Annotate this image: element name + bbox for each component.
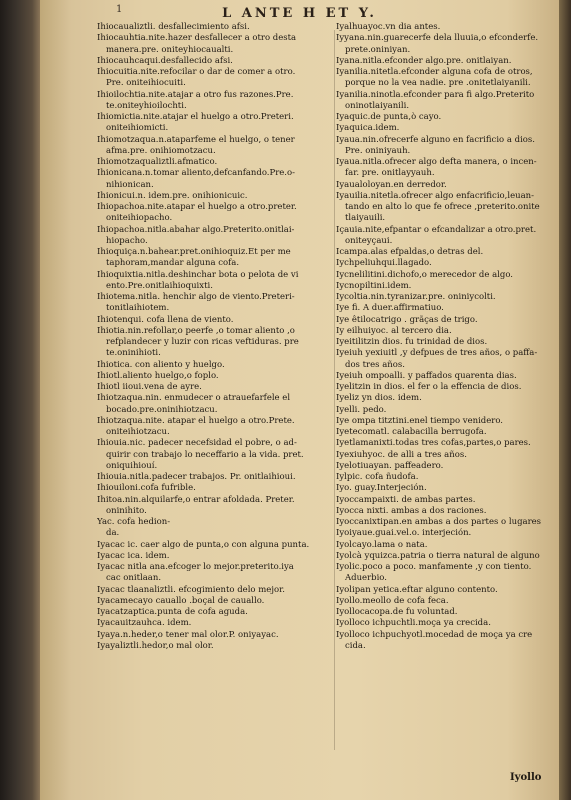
- dictionary-line: Ihiotzaqua.nite. atapar el huelgo a otro.Prete.: [97, 415, 295, 426]
- dictionary-line: Iyacac ic. caer algo de punta,o con alguna punta.: [97, 539, 310, 550]
- dictionary-line: Iychpeliuhqui.llagado.: [336, 258, 432, 269]
- dictionary-line: Ihionicana.n.tomar aliento,defcanfando.Pre.o-: [97, 168, 296, 179]
- dictionary-line: Ihiotzaqua.nin. enmudecer o atrauefarfele el: [97, 393, 291, 404]
- dictionary-line: Iye êtilocatrigo . grãças de trigo.: [336, 314, 478, 325]
- dictionary-line: Iyo. guay.Interjeción.: [336, 483, 427, 494]
- dictionary-line: Iyoiyaue.guai.vel.o. interjeción.: [336, 528, 472, 539]
- dictionary-line: Iyeliz yn dios. idem.: [336, 393, 422, 404]
- dictionary-line: Iyollo.meollo de cofa feca.: [336, 595, 449, 606]
- dictionary-line: cac onitlaan.: [106, 573, 162, 584]
- dictionary-line: da.: [106, 528, 120, 539]
- dictionary-line: Iyetecomatl. calabacilla berrugofa.: [336, 427, 487, 437]
- dictionary-line: porque no la vea nadie. pre .onitetlaiyanili.: [345, 78, 531, 89]
- dictionary-line: Ihiotl iioui.vena de ayre.: [97, 382, 202, 392]
- dictionary-line: Ihioquiça.n.bahear.pret.onihioquiz.Et per me: [97, 247, 291, 257]
- dictionary-line: tonitlaihiotem.: [106, 303, 170, 314]
- dictionary-line: Ihiopachoa.nite.atapar el huelgo a otro.preter.: [97, 202, 297, 212]
- dictionary-line: Iylpic. cofa ñudofa.: [336, 472, 419, 482]
- dictionary-line: Iyacac nitla ana.efcoger lo mejor.preterito.iya: [97, 562, 294, 572]
- dictionary-line: afma.pre. onihiomotzacu.: [106, 145, 216, 156]
- dictionary-line: Iyetlamanixti.todas tres cofas,partes,o pares.: [336, 438, 531, 449]
- dictionary-line: tlaiyauili.: [345, 213, 386, 224]
- dictionary-line: nihionican.: [106, 179, 154, 190]
- dictionary-line: Iyacatzaptica.punta de cofa aguda.: [97, 607, 248, 617]
- dictionary-line: Ihiotica. con aliento y huelgo.: [97, 359, 225, 370]
- dictionary-line: oninotlaiyanili.: [345, 100, 410, 111]
- dictionary-line: Iyanilia.nitetla.efconder alguna cofa de otros,: [336, 67, 533, 77]
- dictionary-line: Ihiouia.nic. padecer necefsidad el pobre, o ad-: [97, 438, 297, 449]
- dictionary-line: Iyacac tlaanaliztli. efcogimiento delo mejor.: [97, 584, 285, 595]
- dictionary-line: Ihiocaualiztli. desfallecimiento afsi.: [97, 22, 250, 32]
- dictionary-line: Iyeiuh ompoalli. y paffados quarenta dias.: [336, 370, 517, 381]
- dictionary-line: Ihiouiloni.cofa fufrible.: [97, 483, 196, 494]
- dictionary-line: Ihiouia.nitla.padecer trabajos. Pr. onitlaihioui.: [97, 472, 296, 482]
- right-column: [336, 22, 556, 652]
- dictionary-line: Iyelotiuayan. paffeadero.: [336, 460, 444, 471]
- dictionary-line: Ihiomotzaqualiztli.afmatico.: [97, 157, 218, 167]
- folio-number: 1: [116, 4, 123, 15]
- dictionary-line: Iye fi. A duer.affirmatiuo.: [336, 303, 444, 314]
- dictionary-line: Iyelli. pedo.: [336, 404, 387, 415]
- book-page: [40, 0, 559, 800]
- dictionary-line: Iyolcà yquizca.patria o tierra natural de alguno: [336, 550, 540, 561]
- dictionary-line: Iye ompa titztini.enel tiempo venidero.: [336, 415, 504, 426]
- dictionary-line: cida.: [345, 640, 366, 651]
- dictionary-line: Icampa.alas efpaldas,o detras del.: [336, 247, 484, 257]
- dictionary-line: Iyelitzin in dios. el fer o la effencia de dios.: [336, 382, 522, 392]
- dictionary-line: Pre. oniteihiocuiti.: [106, 78, 186, 89]
- dictionary-line: Iyalhuayoc.vn dia antes.: [336, 22, 441, 32]
- dictionary-line: Ihiotema.nitla. henchir algo de viento.Preteri-: [97, 292, 295, 302]
- dictionary-line: oniteihiopacho.: [106, 213, 173, 224]
- dictionary-line: bocado.pre.oninihiotzacu.: [106, 404, 218, 415]
- dictionary-line: Iyolloco ichpuchyotl.mocedad de moça ya cre: [336, 629, 533, 640]
- dictionary-line: hiopacho.: [106, 235, 148, 246]
- dictionary-line: Iycoltia.nin.tyranizar.pre. oniniycolti.: [336, 292, 496, 302]
- dictionary-line: manera.pre. oniteyhiocaualti.: [106, 44, 234, 55]
- left-column: [97, 22, 335, 652]
- dictionary-line: dos tres años.: [345, 359, 405, 370]
- dictionary-line: Aduerbio.: [345, 573, 387, 584]
- dictionary-line: Iyacauitzauhca. idem.: [97, 618, 192, 629]
- dictionary-line: Iyolcayo.lama o nata.: [336, 539, 428, 550]
- dictionary-line: Iyoccampaixti. de ambas partes.: [336, 494, 476, 505]
- dictionary-line: oniteyçaui.: [345, 235, 393, 246]
- dictionary-line: prete.oniniyan.: [345, 44, 411, 55]
- dictionary-line: Iyana.nitla.efconder algo.pre. onitlaiyan.: [336, 55, 512, 66]
- dictionary-line: Iyaua.nitla.ofrecer algo defta manera, o incen-: [336, 157, 537, 167]
- dictionary-line: Ihiopachoa.nitla.abahar algo.Preterito.onitlai-: [97, 224, 295, 235]
- dictionary-line: Ihiocauhcaqui.desfallecido afsi.: [97, 55, 233, 66]
- dictionary-line: oniteihiotzacu.: [106, 427, 170, 437]
- dictionary-line: Ihiomictia.nite.atajar el huelgo a otro.Preteri.: [97, 112, 294, 122]
- dictionary-line: Iyolic.poco a poco. manfamente ,y con tiento.: [336, 562, 532, 572]
- dictionary-line: Ihiotia.nin.refollar,o peerfe ,o tomar aliento ,o: [97, 325, 295, 336]
- dictionary-line: Iyacamecayo cauallo .boçal de cauallo.: [97, 595, 265, 606]
- dictionary-line: Iyaya.n.heder,o tener mal olor.P. oniyayac.: [97, 629, 279, 640]
- dictionary-line: Içauia.nite,efpantar o efcandalizar a otro.pret.: [336, 224, 537, 235]
- dictionary-line: Iyaquic.de punta,ò cayo.: [336, 112, 442, 122]
- dictionary-line: Ihioquixtia.nitla.deshinchar bota o pelota de vi: [97, 269, 299, 280]
- dictionary-line: ento.Pre.onitlaihioquixti.: [106, 280, 213, 291]
- dictionary-line: Iycnelilitini.dichofo,o merecedor de algo.: [336, 269, 513, 280]
- dictionary-line: Ihiotl.aliento huelgo,o foplo.: [97, 370, 219, 381]
- dictionary-line: Ihiocauhtia.nite.hazer desfallecer a otro desta: [97, 33, 297, 44]
- dictionary-line: Iyanilia.ninotla.efconder para fi algo.Preterito: [336, 89, 535, 100]
- dictionary-line: Ihiotenqui. cofa llena de viento.: [97, 314, 234, 325]
- dictionary-line: Iyeitilitzin dios. fu trinidad de dios.: [336, 337, 488, 347]
- dictionary-line: Ihioilochtia.nite.atajar a otro fus razones.Pre.: [97, 89, 294, 100]
- dictionary-line: Ihionicui.n. idem.pre. onihionicuic.: [97, 190, 248, 201]
- dictionary-line: Iyayaliztli.hedor,o mal olor.: [97, 640, 214, 651]
- dictionary-line: Iyocca nixti. ambas a dos raciones.: [336, 505, 487, 516]
- dictionary-line: far. pre. onitlayyauh.: [345, 168, 435, 179]
- dictionary-line: Iyaquica.idem.: [336, 123, 400, 134]
- dictionary-line: Iy eilhuiyoc. al tercero dia.: [336, 325, 452, 336]
- dictionary-line: Iyauilia.nitetla.ofrecer algo enfacrificio,leuan-: [336, 190, 534, 201]
- dictionary-line: te.oniteyhioilochti.: [106, 100, 187, 111]
- dictionary-line: oninihito.: [106, 505, 147, 516]
- book-spine: [0, 0, 40, 800]
- running-head: L ANTE H ET Y.: [222, 6, 377, 21]
- dictionary-line: Ihitoa.nin.alquilarfe,o entrar afoldada. Preter.: [97, 494, 295, 505]
- dictionary-line: quirir con trabajo lo neceffario a la vida. pret.: [106, 449, 304, 460]
- dictionary-line: refplandecer y luzir con ricas veftiduras. pre: [106, 337, 299, 347]
- dictionary-line: Iyexiuhyoc. de alli a tres años.: [336, 449, 467, 460]
- dictionary-line: Ihiocuitia.nite.refocilar o dar de comer a otro.: [97, 67, 296, 77]
- dictionary-line: Iyollocacopa.de fu voluntad.: [336, 607, 458, 617]
- dictionary-line: te.oninihioti.: [106, 348, 161, 359]
- catchword: Iyollo: [510, 772, 542, 783]
- dictionary-line: Iyacac ica. idem.: [97, 550, 170, 561]
- dictionary-line: Ihiomotzaqua.n.ataparfeme el huelgo, o tener: [97, 134, 295, 145]
- dictionary-line: Iyolipan yetica.eftar alguno contento.: [336, 584, 498, 595]
- dictionary-line: Iyyana.nin.guarecerfe dela lluuia,o efconderfe.: [336, 33, 539, 44]
- dictionary-line: Iyoccanixtipan.en ambas a dos partes o lugares: [336, 517, 542, 527]
- dictionary-line: oniteihiomicti.: [106, 123, 169, 134]
- dictionary-line: oniquihiouí.: [106, 460, 158, 471]
- page-edge: [559, 0, 571, 800]
- dictionary-line: tando en alto lo que fe ofrece ,preterito.onite: [345, 202, 540, 212]
- dictionary-line: Yac. cofa hedion-: [97, 517, 171, 527]
- dictionary-line: Iyeiuh yexiuitl ,y defpues de tres años, o paffa-: [336, 348, 538, 359]
- dictionary-line: Iyaua.nin.ofrecerfe alguno en facrificio a dios.: [336, 134, 535, 145]
- dictionary-line: Pre. oniniyauh.: [345, 145, 411, 156]
- dictionary-line: Iyaualoloyan.en derredor.: [336, 179, 447, 190]
- dictionary-line: Iyolloco ichpuchtli.moça ya crecida.: [336, 618, 491, 629]
- dictionary-line: taphoram,mandar alguna cofa.: [106, 258, 240, 269]
- dictionary-line: Iycnopiltini.idem.: [336, 280, 412, 291]
